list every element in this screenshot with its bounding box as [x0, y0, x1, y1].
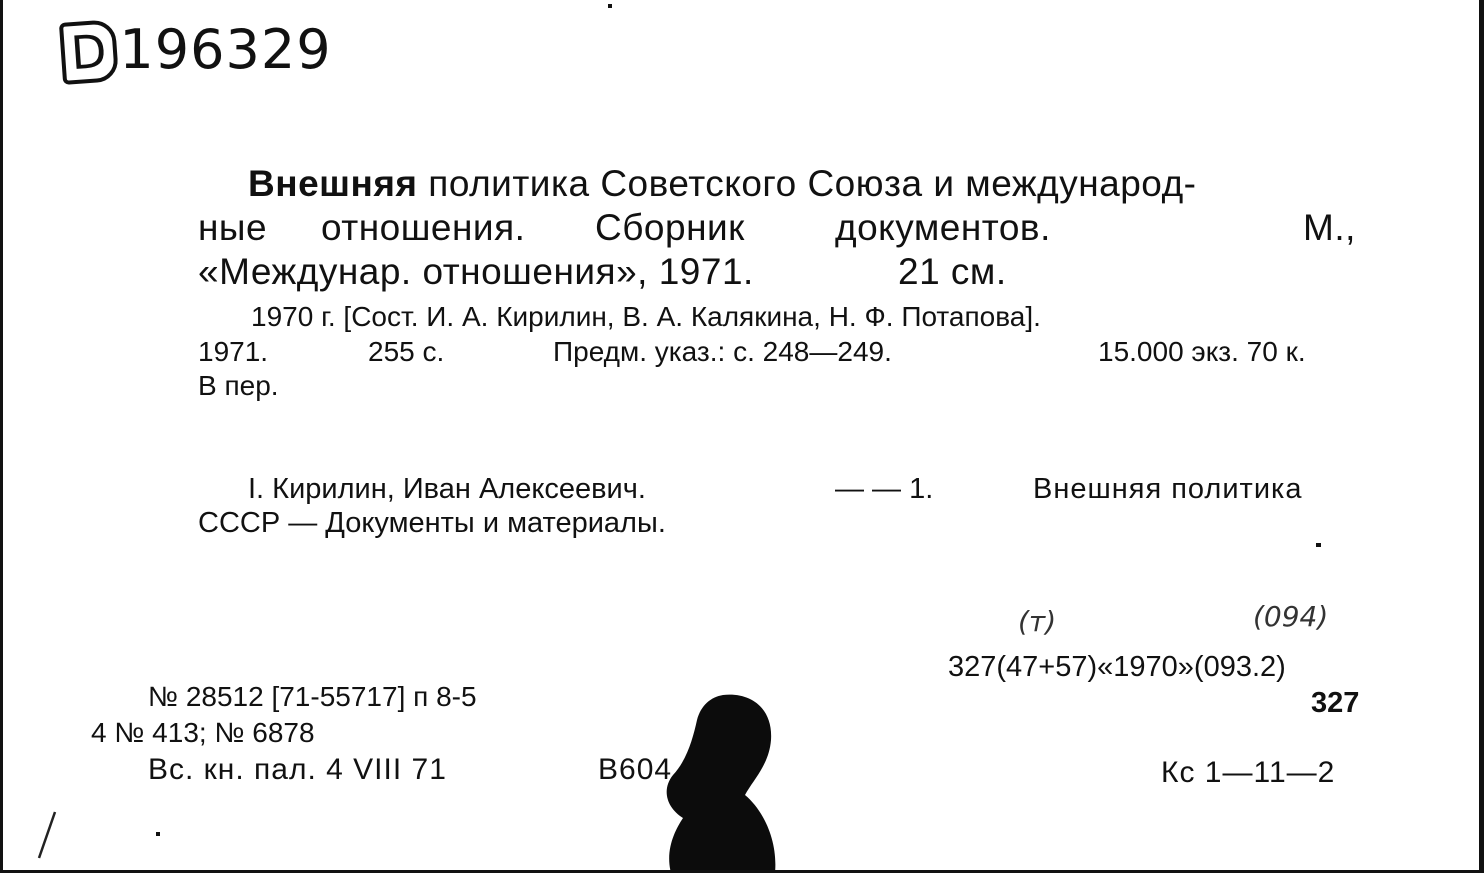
details-year: 1971.: [198, 336, 269, 367]
udc-short: 327: [1311, 687, 1360, 719]
dot-mark: [1316, 543, 1321, 547]
inventory-stamp: [61, 18, 332, 83]
stamp-number: 196329: [119, 18, 332, 81]
title-line-2d: документов.: [835, 207, 1051, 248]
title-line-1: [248, 162, 1197, 206]
title-bold-word: Внешняя: [248, 163, 418, 204]
title-line-3a: «Междунар. отношения», 1971.: [198, 251, 754, 292]
title-line-2e: М.,: [1303, 207, 1356, 248]
dot-mark: [156, 832, 160, 836]
title-line-3b: 21 см.: [898, 251, 1007, 292]
title-line-1-rest: политика Советского Союза и международ-: [428, 163, 1197, 204]
subjects-line-2: СССР — Документы и материалы.: [198, 507, 666, 539]
dot-mark: [608, 4, 612, 8]
registry-line-3a: Вс. кн. пал. 4 VIII 71: [148, 753, 447, 786]
registry-line-1: № 28512 [71-55717] п 8-5: [148, 681, 477, 712]
details-line-1: 1970 г. [Сост. И. А. Кирилин, В. А. Калякина, Н. Ф. Потапова].: [251, 301, 1041, 332]
stamp-letter: D: [59, 19, 120, 85]
details-pages: 255 с.: [368, 336, 445, 367]
ink-blot: [653, 690, 813, 873]
handwritten-note-left: (т): [1018, 605, 1057, 638]
details-index: Предм. указ.: с. 248—249.: [553, 336, 892, 367]
handwritten-note-right: (094): [1253, 600, 1329, 633]
subjects-line-1b: — — 1.: [835, 473, 934, 505]
pencil-stroke-mark: [33, 808, 63, 863]
registry-line-2: 4 № 413; № 6878: [91, 717, 315, 748]
subjects-line-1a: I. Кирилин, Иван Алексеевич.: [248, 473, 646, 505]
registry-line-3b: В604: [598, 753, 673, 786]
details-copies: 15.000 экз. 70 к.: [1098, 336, 1306, 367]
title-line-2a: ные: [198, 207, 268, 248]
title-line-2b: отношения.: [321, 207, 526, 248]
kc-code: Кс 1—11—2: [1161, 756, 1336, 789]
udc-code: 327(47+57)«1970»(093.2): [948, 651, 1286, 683]
title-line-2c: Сборник: [595, 207, 745, 248]
details-binding: В пер.: [198, 370, 279, 401]
subjects-line-1c: Внешняя политика: [1033, 473, 1303, 505]
